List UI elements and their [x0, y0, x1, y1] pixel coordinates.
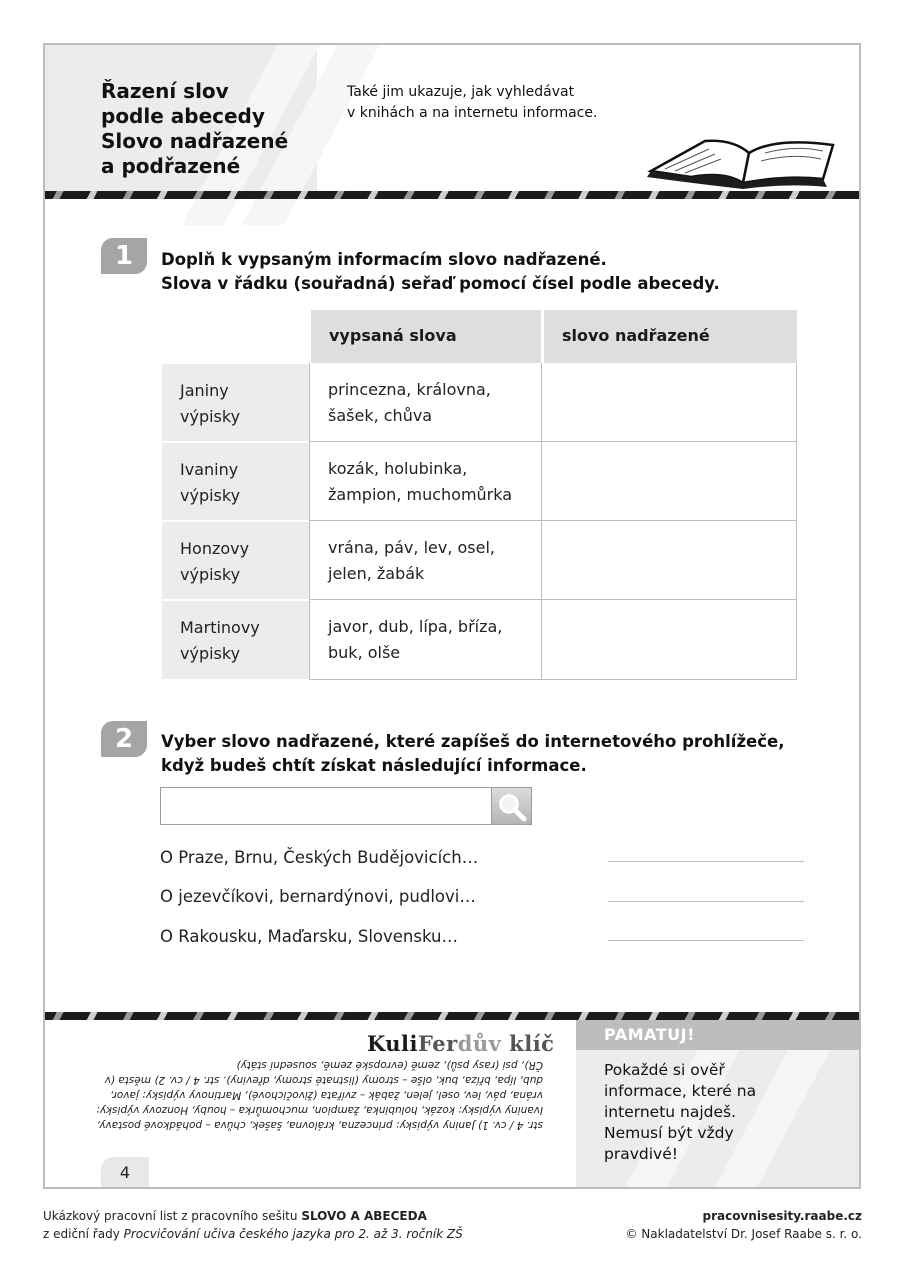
answer-key-text: str. 4 / cv. 1) Janiny výpisky: princezna, královna, šašek, chůva – pohádkové postavy, Ivaniny výpisky: kozák, holubinka, žampion, muchomůrka – houby, Honzovy výpisky: vrána, páv, lev, osel, jelen, žabák – zvířata (živočichové), Martinovy výpisky: javor, dub, lípa, bříza, buk, olše – stromy (listnaté stromy, dřeviny). str. 4 / cv. 2) města (v ČR), psi (rasy psů), země (evropské země, sousední státy): [96, 1059, 543, 1131]
page-number: 4: [101, 1157, 149, 1189]
row-label-line: Martinovy: [180, 618, 260, 637]
words-line: kozák, holubinka,: [328, 459, 468, 478]
remember-box: [576, 1020, 859, 1187]
footer-right: [625, 1207, 862, 1243]
words-line: žampion, muchomůrka: [328, 485, 513, 504]
title-part: Kuli: [367, 1031, 419, 1056]
words-line: javor, dub, lípa, bříza,: [328, 617, 503, 636]
exercise-1-instructions: [161, 248, 841, 296]
answer-line-1[interactable]: [608, 861, 804, 862]
table-cell-words: [309, 363, 541, 442]
footer-text: z ediční řady: [43, 1227, 124, 1241]
table-row-label: [162, 522, 309, 599]
words-line: princezna, královna,: [328, 380, 491, 399]
title-part: Fer: [418, 1031, 458, 1056]
footer-divider-band: [45, 1012, 859, 1020]
magnifier-icon: [492, 788, 532, 826]
instruction-line: Doplň k vypsaným informacím slovo nadřazené.: [161, 250, 607, 269]
words-line: jelen, žabák: [328, 564, 425, 583]
exercise-2-instructions: [161, 730, 851, 778]
answer-line-2[interactable]: [608, 901, 804, 902]
remember-line: Pokaždé si ověř: [604, 1061, 725, 1079]
row-label-line: výpisky: [180, 407, 241, 426]
footer-text: Ukázkový pracovní list z pracovního sešitu: [43, 1209, 302, 1223]
title-line: podle abecedy: [101, 104, 265, 128]
answer-cell[interactable]: [541, 363, 797, 442]
footer-left: [43, 1207, 463, 1243]
search-button[interactable]: [492, 787, 532, 825]
question-2: O jezevčíkovi, bernardýnovi, pudlovi…: [160, 887, 476, 906]
page-title: [101, 79, 311, 179]
title-line: Řazení slov: [101, 79, 229, 103]
question-1: O Praze, Brnu, Českých Budějovicích…: [160, 848, 479, 867]
row-label-line: Ivaniny: [180, 460, 239, 479]
footer-series-title: Procvičování učiva českého jazyka pro 2. až 3. ročník ZŠ: [123, 1227, 463, 1241]
title-part: dův: [457, 1031, 502, 1056]
instruction-line: Vyber slovo nadřazené, které zapíšeš do internetového prohlížeče,: [161, 732, 785, 751]
words-line: vrána, páv, lev, osel,: [328, 538, 495, 557]
table-row-label: [162, 443, 309, 520]
table-cell-words: [309, 521, 541, 600]
answer-key-title: [367, 1031, 554, 1056]
table-cell-words: [309, 442, 541, 521]
words-line: šašek, chůva: [328, 406, 433, 425]
intro-line: Také jim ukazuje, jak vyhledávat: [347, 84, 575, 100]
footer-left-line-2: [43, 1225, 463, 1243]
title-line: Slovo nadřazené: [101, 129, 289, 153]
exercise-2-number: 2: [101, 721, 147, 757]
open-book-icon: [645, 127, 840, 193]
remember-heading: PAMATUJ!: [576, 1020, 859, 1050]
footer-website-link[interactable]: pracovnisesity.raabe.cz: [702, 1209, 862, 1223]
instruction-line: Slova v řádku (souřadná) seřaď pomocí čísel podle abecedy.: [161, 274, 720, 293]
worksheet-frame: [43, 43, 861, 1189]
question-3: O Rakousku, Maďarsku, Slovensku…: [160, 927, 458, 946]
words-line: buk, olše: [328, 643, 401, 662]
row-label-line: výpisky: [180, 644, 241, 663]
intro-text: [347, 82, 647, 124]
answer-cell[interactable]: [541, 521, 797, 600]
row-label-line: výpisky: [180, 486, 241, 505]
intro-line: v knihách a na internetu informace.: [347, 105, 598, 121]
header-divider-band: [45, 191, 859, 199]
remember-line: internetu najdeš.: [604, 1103, 737, 1121]
answer-cell[interactable]: [541, 600, 797, 680]
footer-book-title: SLOVO A ABECEDA: [301, 1209, 427, 1223]
title-line: a podřazené: [101, 154, 241, 178]
remember-line: informace, které na: [604, 1082, 757, 1100]
footer-copyright: © Nakladatelství Dr. Josef Raabe s. r. o.: [625, 1227, 862, 1241]
remember-text: [604, 1060, 784, 1165]
table-header-words: vypsaná slova: [311, 310, 541, 363]
row-label-line: výpisky: [180, 565, 241, 584]
search-input[interactable]: [160, 787, 492, 825]
table-row-label: [162, 364, 309, 441]
title-part: klíč: [501, 1031, 555, 1056]
row-label-line: Honzovy: [180, 539, 250, 558]
answer-cell[interactable]: [541, 442, 797, 521]
remember-line: pravdivé!: [604, 1145, 678, 1163]
table-row-label: [162, 601, 309, 679]
footer-left-line-1: [43, 1207, 463, 1225]
table-header-superordinate: slovo nadřazené: [544, 310, 797, 363]
exercise-1-number: 1: [101, 238, 147, 274]
row-label-line: Janiny: [180, 381, 229, 400]
answer-line-3[interactable]: [608, 940, 804, 941]
table-cell-words: [309, 600, 541, 680]
instruction-line: když budeš chtít získat následující informace.: [161, 756, 587, 775]
remember-line: Nemusí být vždy: [604, 1124, 734, 1142]
